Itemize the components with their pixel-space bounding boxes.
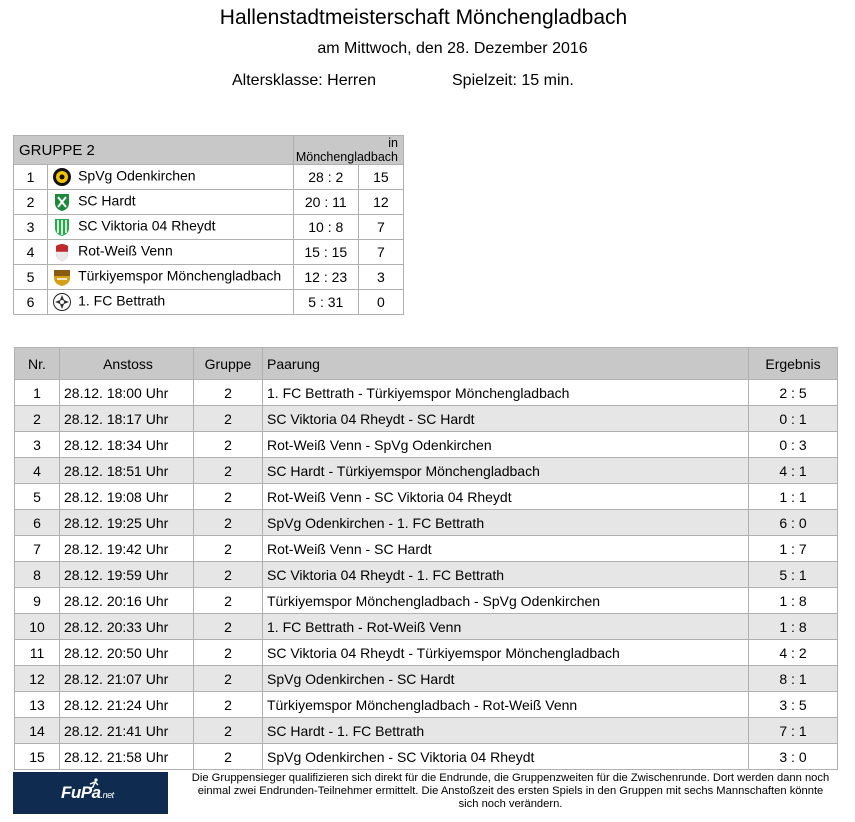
team-name: Rot-Weiß Venn <box>78 242 173 259</box>
match-pairing: SpVg Odenkirchen - SC Viktoria 04 Rheydt <box>263 744 749 770</box>
team-name: SC Viktoria 04 Rheydt <box>78 217 216 234</box>
match-kickoff: 28.12. 18:34 Uhr <box>60 432 194 458</box>
match-pairing: Türkiyemspor Mönchengladbach - Rot-Weiß Venn <box>263 692 749 718</box>
match-result: 0 : 1 <box>749 406 838 432</box>
match-pairing: Rot-Weiß Venn - SpVg Odenkirchen <box>263 432 749 458</box>
match-kickoff: 28.12. 20:50 Uhr <box>60 640 194 666</box>
match-kickoff: 28.12. 18:17 Uhr <box>60 406 194 432</box>
match-group: 2 <box>194 562 263 588</box>
match-pairing: Rot-Weiß Venn - SC Hardt <box>263 536 749 562</box>
match-result: 1 : 7 <box>749 536 838 562</box>
match-kickoff: 28.12. 20:16 Uhr <box>60 588 194 614</box>
col-result: Ergebnis <box>749 348 838 380</box>
match-row <box>15 510 838 536</box>
group-location: in Mönchengladbach <box>293 136 403 165</box>
standings-row <box>14 190 404 215</box>
team-points: 7 <box>358 215 403 240</box>
match-kickoff: 28.12. 21:07 Uhr <box>60 666 194 692</box>
standings-row <box>14 240 404 265</box>
standings-row <box>14 215 404 240</box>
team-rank: 3 <box>14 215 48 240</box>
match-number: 13 <box>15 692 60 718</box>
match-kickoff: 28.12. 19:08 Uhr <box>60 484 194 510</box>
col-pairing: Paarung <box>263 348 749 380</box>
match-row <box>15 406 838 432</box>
match-number: 4 <box>15 458 60 484</box>
match-row <box>15 614 838 640</box>
match-pairing: 1. FC Bettrath - Rot-Weiß Venn <box>263 614 749 640</box>
match-row <box>15 380 838 406</box>
match-result: 1 : 1 <box>749 484 838 510</box>
col-kickoff: Anstoss <box>60 348 194 380</box>
match-number: 5 <box>15 484 60 510</box>
team-goals: 10 : 8 <box>293 215 358 240</box>
match-kickoff: 28.12. 21:41 Uhr <box>60 718 194 744</box>
tuerkiyemspor-crest-icon <box>52 267 72 287</box>
standings-row <box>14 290 404 315</box>
match-schedule-table <box>14 347 838 770</box>
team-points: 0 <box>358 290 403 315</box>
match-row <box>15 432 838 458</box>
match-kickoff: 28.12. 20:33 Uhr <box>60 614 194 640</box>
match-pairing: 1. FC Bettrath - Türkiyemspor Mönchengladbach <box>263 380 749 406</box>
match-result: 4 : 2 <box>749 640 838 666</box>
match-group: 2 <box>194 614 263 640</box>
team-name: SC Hardt <box>78 192 136 209</box>
match-number: 6 <box>15 510 60 536</box>
match-group: 2 <box>194 666 263 692</box>
team-name: Türkiyemspor Mönchengladbach <box>78 267 282 284</box>
team-cell <box>48 265 294 290</box>
match-kickoff: 28.12. 21:58 Uhr <box>60 744 194 770</box>
match-result: 5 : 1 <box>749 562 838 588</box>
standings-row <box>14 265 404 290</box>
match-number: 3 <box>15 432 60 458</box>
match-pairing: SC Hardt - Türkiyemspor Mönchengladbach <box>263 458 749 484</box>
match-kickoff: 28.12. 19:42 Uhr <box>60 536 194 562</box>
match-pairing: SpVg Odenkirchen - SC Hardt <box>263 666 749 692</box>
match-result: 4 : 1 <box>749 458 838 484</box>
age-class: Altersklasse: Herren <box>232 72 377 89</box>
match-result: 3 : 5 <box>749 692 838 718</box>
team-rank: 4 <box>14 240 48 265</box>
match-row <box>15 536 838 562</box>
match-kickoff: 28.12. 18:00 Uhr <box>60 380 194 406</box>
match-group: 2 <box>194 588 263 614</box>
match-pairing: SC Hardt - 1. FC Bettrath <box>263 718 749 744</box>
team-points: 15 <box>358 165 403 190</box>
team-goals: 12 : 23 <box>293 265 358 290</box>
team-rank: 6 <box>14 290 48 315</box>
match-number: 15 <box>15 744 60 770</box>
match-result: 6 : 0 <box>749 510 838 536</box>
team-cell <box>48 165 294 190</box>
match-row <box>15 640 838 666</box>
footer-note: Die Gruppensieger qualifizieren sich direkt für die Endrunde, die Gruppenzweiten für die Zwischenrunde. Dort werden dann noch einmal zwei Endrunden-Teilnehmer ermittelt. Die Anstoßzeit des ersten Spiels in den Gruppen mit sechs Mannschaften könnte sich noch verändern. <box>191 772 830 810</box>
team-goals: 5 : 31 <box>293 290 358 315</box>
team-points: 12 <box>358 190 403 215</box>
match-kickoff: 28.12. 18:51 Uhr <box>60 458 194 484</box>
match-number: 9 <box>15 588 60 614</box>
page-title: Hallenstadtmeisterschaft Mönchengladbach <box>219 6 628 29</box>
col-nr: Nr. <box>15 348 60 380</box>
match-result: 1 : 8 <box>749 614 838 640</box>
match-row <box>15 718 838 744</box>
match-row <box>15 484 838 510</box>
match-group: 2 <box>194 536 263 562</box>
team-rank: 2 <box>14 190 48 215</box>
team-cell <box>48 290 294 315</box>
match-row <box>15 458 838 484</box>
group-standings-table <box>13 135 404 315</box>
col-group: Gruppe <box>194 348 263 380</box>
match-row <box>15 588 838 614</box>
match-pairing: Türkiyemspor Mönchengladbach - SpVg Odenkirchen <box>263 588 749 614</box>
match-number: 12 <box>15 666 60 692</box>
play-time: Spielzeit: 15 min. <box>452 72 574 89</box>
match-group: 2 <box>194 692 263 718</box>
team-name: SpVg Odenkirchen <box>78 167 196 184</box>
standings-row <box>14 165 404 190</box>
fupa-logo <box>13 772 168 814</box>
match-result: 7 : 1 <box>749 718 838 744</box>
team-goals: 15 : 15 <box>293 240 358 265</box>
hardt-crest-icon <box>52 192 72 212</box>
match-pairing: SC Viktoria 04 Rheydt - SC Hardt <box>263 406 749 432</box>
match-row <box>15 562 838 588</box>
team-points: 3 <box>358 265 403 290</box>
match-number: 14 <box>15 718 60 744</box>
team-rank: 5 <box>14 265 48 290</box>
match-kickoff: 28.12. 19:25 Uhr <box>60 510 194 536</box>
match-header-row <box>15 348 838 380</box>
match-pairing: SC Viktoria 04 Rheydt - 1. FC Bettrath <box>263 562 749 588</box>
team-rank: 1 <box>14 165 48 190</box>
team-name: 1. FC Bettrath <box>78 292 166 309</box>
team-goals: 20 : 11 <box>293 190 358 215</box>
group-name: GRUPPE 2 <box>14 136 294 165</box>
bettrath-crest-icon <box>52 292 72 312</box>
team-cell <box>48 190 294 215</box>
event-date: am Mittwoch, den 28. Dezember 2016 <box>317 40 588 57</box>
match-kickoff: 28.12. 21:24 Uhr <box>60 692 194 718</box>
match-number: 2 <box>15 406 60 432</box>
match-group: 2 <box>194 718 263 744</box>
match-row <box>15 692 838 718</box>
match-result: 1 : 8 <box>749 588 838 614</box>
fupa-logo-suffix: .net <box>100 790 114 800</box>
team-cell <box>48 240 294 265</box>
match-pairing: SpVg Odenkirchen - 1. FC Bettrath <box>263 510 749 536</box>
match-result: 8 : 1 <box>749 666 838 692</box>
team-cell <box>48 215 294 240</box>
match-group: 2 <box>194 406 263 432</box>
match-group: 2 <box>194 380 263 406</box>
match-group: 2 <box>194 744 263 770</box>
match-pairing: Rot-Weiß Venn - SC Viktoria 04 Rheydt <box>263 484 749 510</box>
match-result: 2 : 5 <box>749 380 838 406</box>
match-number: 10 <box>15 614 60 640</box>
match-kickoff: 28.12. 19:59 Uhr <box>60 562 194 588</box>
match-group: 2 <box>194 640 263 666</box>
match-row <box>15 666 838 692</box>
match-number: 7 <box>15 536 60 562</box>
match-number: 8 <box>15 562 60 588</box>
match-result: 0 : 3 <box>749 432 838 458</box>
match-number: 11 <box>15 640 60 666</box>
match-group: 2 <box>194 510 263 536</box>
odenkirchen-crest-icon <box>52 167 72 187</box>
match-row <box>15 744 838 770</box>
match-pairing: SC Viktoria 04 Rheydt - Türkiyemspor Mönchengladbach <box>263 640 749 666</box>
match-number: 1 <box>15 380 60 406</box>
match-group: 2 <box>194 432 263 458</box>
match-group: 2 <box>194 484 263 510</box>
match-result: 3 : 0 <box>749 744 838 770</box>
match-group: 2 <box>194 458 263 484</box>
team-points: 7 <box>358 240 403 265</box>
team-goals: 28 : 2 <box>293 165 358 190</box>
venn-crest-icon <box>52 242 72 262</box>
group-header <box>14 136 404 165</box>
fupa-logo-text: FuPa <box>61 783 101 802</box>
viktoria-crest-icon <box>52 217 72 237</box>
